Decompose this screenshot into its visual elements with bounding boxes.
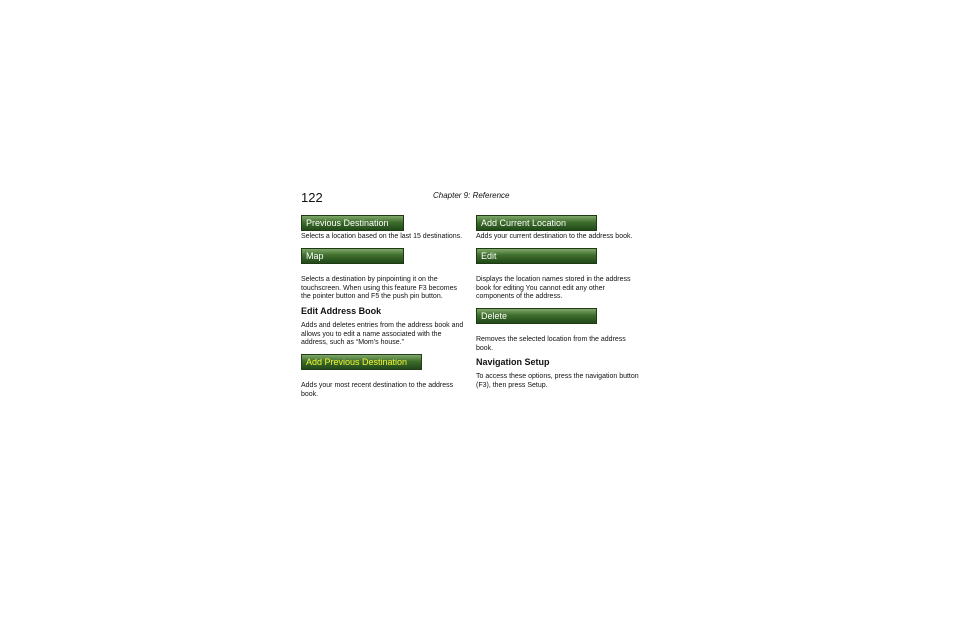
navigation-setup-heading: Navigation Setup [476,357,550,367]
previous-destination-button: Previous Destination [301,215,404,231]
map-description: Selects a destination by pinpointing it on the touchscreen. When using this feature F3 becomes the pointer button and F5 the push pin button. [301,276,458,301]
chapter-title: Chapter 9: Reference [433,191,510,200]
add-previous-destination-description: Adds your most recent destination to the address book. [301,382,454,398]
delete-button: Delete [476,308,597,324]
map-button: Map [301,248,404,264]
edit-button: Edit [476,248,597,264]
edit-address-book-description: Adds and deletes entries from the address book and allows you to edit a name associated with the address, such as “Mom’s house.” [301,322,464,347]
delete-description: Removes the selected location from the address book. [476,336,626,352]
add-current-location-description: Adds your current destination to the address book. [476,233,633,240]
previous-destination-description: Selects a location based on the last 15 destinations. [301,233,463,240]
edit-address-book-heading: Edit Address Book [301,306,382,316]
add-previous-destination-button: Add Previous Destination [301,354,422,370]
edit-description: Displays the location names stored in the address book for editing You cannot edit any other components of the address. [476,276,631,301]
page-number: 122 [301,190,323,205]
add-current-location-button: Add Current Location [476,215,597,231]
navigation-setup-description: To access these options, press the navigation button (F3), then press Setup. [476,373,639,389]
